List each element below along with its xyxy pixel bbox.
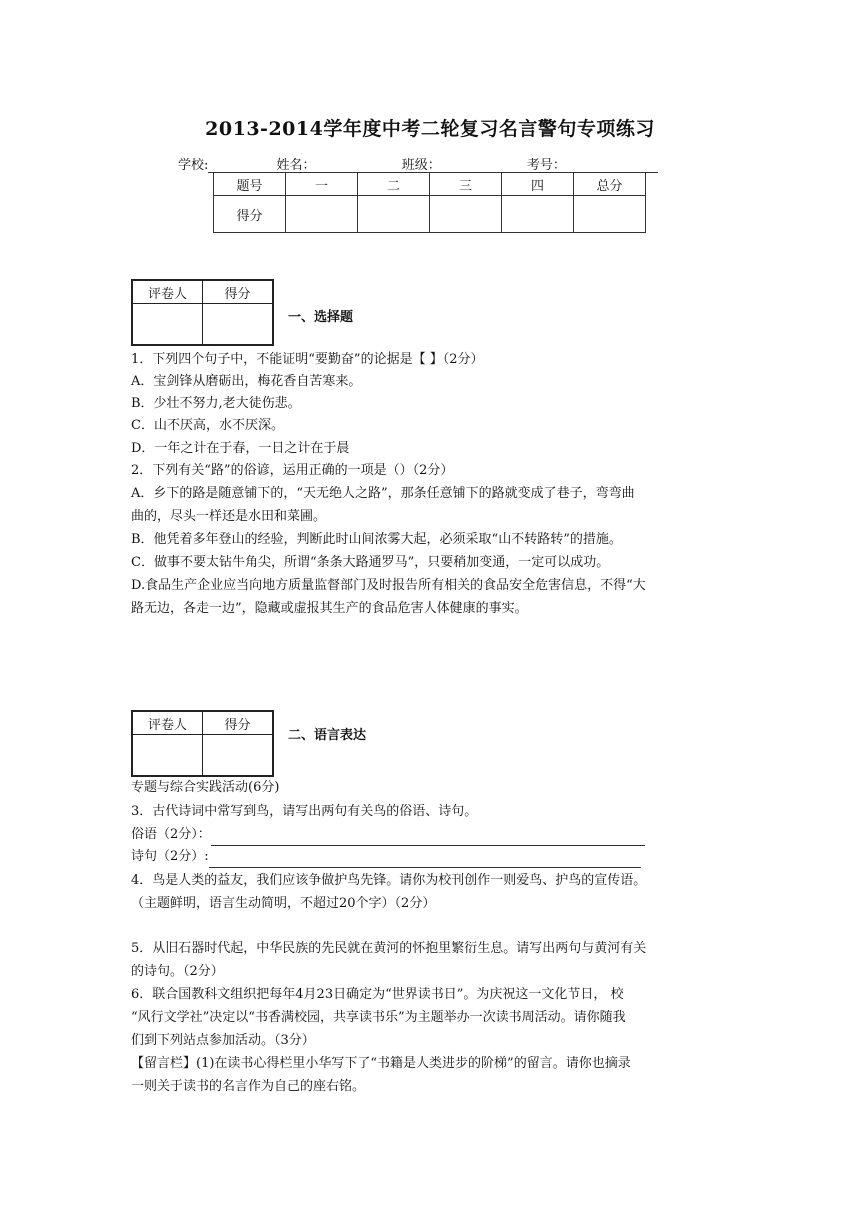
class-blank[interactable] — [441, 158, 523, 173]
question-line: 2．下列有关“路”的俗谚，运用正确的一项是（）（2分） — [131, 463, 454, 478]
option-line: A．宝剑锋从磨砺出，梅花香自苦寒来。 — [131, 374, 362, 389]
student-info-row — [178, 154, 658, 173]
score-header-cell: 四 — [502, 173, 574, 196]
page-title: 2013-2014学年度中考二轮复习名言警句专项练习 — [205, 118, 655, 140]
score-cell[interactable] — [502, 196, 574, 233]
grader-cell[interactable] — [203, 304, 274, 346]
score-row-label: 得分 — [214, 196, 286, 233]
proverb-answer-blank[interactable] — [211, 831, 645, 846]
name-blank[interactable] — [316, 158, 398, 173]
section-1-title: 一、选择题 — [288, 310, 354, 325]
score-cell[interactable] — [358, 196, 430, 233]
question-line: 6．联合国教科文组织把每年4月23日确定为“世界读书日”。为庆祝这一文化节日， 校 — [131, 987, 624, 1002]
option-line: C．做事不要太钻牛角尖，所谓“条条大路通罗马”，只要稍加变通，一定可以成功。 — [131, 555, 610, 570]
question-line: 5．从旧石器时代起，中华民族的先民就在黄河的怀抱里繁衍生息。请写出两句与黄河有关 — [131, 941, 647, 956]
score-header-cell: 一 — [286, 173, 358, 196]
question-line: 的诗句。（2分） — [131, 964, 224, 979]
question-line: 一则关于读书的名言作为自己的座右铭。 — [131, 1079, 366, 1094]
grader-cell[interactable] — [132, 735, 203, 777]
question-line: “风行文学社”决定以“书香满校园，共享读书乐”为主题举办一次读书周活动。请你随我 — [131, 1010, 626, 1025]
question-line: 1．下列四个句子中，不能证明“要勤奋”的论据是【 】（2分） — [131, 352, 484, 367]
option-line: B．他凭着多年登山的经验，判断此时山间浓雾大起，必须采取“山不转路转”的措施。 — [131, 532, 622, 547]
question-line: 4．鸟是人类的益友，我们应该争做护鸟先锋。请你为校刊创作一则爱鸟、护鸟的宣传语。 — [131, 873, 647, 888]
poem-answer-row — [131, 846, 641, 868]
score-header-cell: 题号 — [214, 173, 286, 196]
proverb-label: 俗语（2分）： — [131, 827, 211, 842]
section-2-intro: 专题与综合实践活动(6分) — [131, 780, 280, 795]
option-line: D．一年之计在于春，一日之计在于晨 — [131, 441, 350, 456]
score-header-cell: 二 — [358, 173, 430, 196]
exam-no-blank[interactable] — [566, 158, 658, 173]
class-label: 班级： — [401, 158, 441, 173]
option-line: 曲的，尽头一样还是水田和菜圃。 — [131, 509, 327, 524]
option-line: B．少壮不努力,老大徒伤悲。 — [131, 396, 301, 411]
score-cell[interactable] — [286, 196, 358, 233]
grader-box-2 — [131, 710, 274, 777]
question-line: 们到下列站点参加活动。（3分） — [131, 1033, 315, 1048]
score-cell[interactable] — [430, 196, 502, 233]
poem-answer-blank[interactable] — [209, 853, 641, 868]
score-table — [213, 172, 646, 233]
grader-score-label: 得分 — [203, 280, 274, 304]
score-header-cell: 总分 — [574, 173, 646, 196]
exam-no-label: 考号： — [526, 158, 566, 173]
school-blank[interactable] — [208, 158, 272, 173]
grader-cell[interactable] — [132, 304, 203, 346]
question-line: 3．古代诗词中常写到鸟，请写出两句有关鸟的俗语、诗句。 — [131, 804, 478, 819]
grader-cell[interactable] — [203, 735, 274, 777]
school-label: 学校: — [178, 158, 209, 173]
option-line: C．山不厌高，水不厌深。 — [131, 418, 284, 433]
grader-score-label: 得分 — [203, 711, 274, 735]
option-line: D.食品生产企业应当向地方质量监督部门及时报告所有相关的食品安全危害信息，不得“大 — [131, 578, 646, 593]
proverb-answer-row — [131, 824, 645, 846]
option-line: A．乡下的路是随意铺下的，“天无绝人之路”，那条任意铺下的路就变成了巷子，弯弯曲 — [131, 486, 635, 501]
question-line: （主题鲜明，语言生动简明，不超过20个字）（2分） — [131, 896, 436, 911]
option-line: 路无边，各走一边”，隐藏或虚报其生产的食品危害人体健康的事实。 — [131, 601, 528, 616]
question-line: 【留言栏】(1)在读书心得栏里小华写下了“书籍是人类进步的阶梯”的留言。请你也摘录 — [131, 1056, 631, 1071]
score-header-cell: 三 — [430, 173, 502, 196]
poem-label: 诗句（2分）: — [131, 849, 209, 864]
grader-label: 评卷人 — [132, 280, 203, 304]
name-label: 姓名： — [276, 158, 316, 173]
section-2-title: 二、语言表达 — [288, 728, 367, 743]
grader-label: 评卷人 — [132, 711, 203, 735]
grader-box-1 — [131, 279, 274, 346]
score-cell[interactable] — [574, 196, 646, 233]
